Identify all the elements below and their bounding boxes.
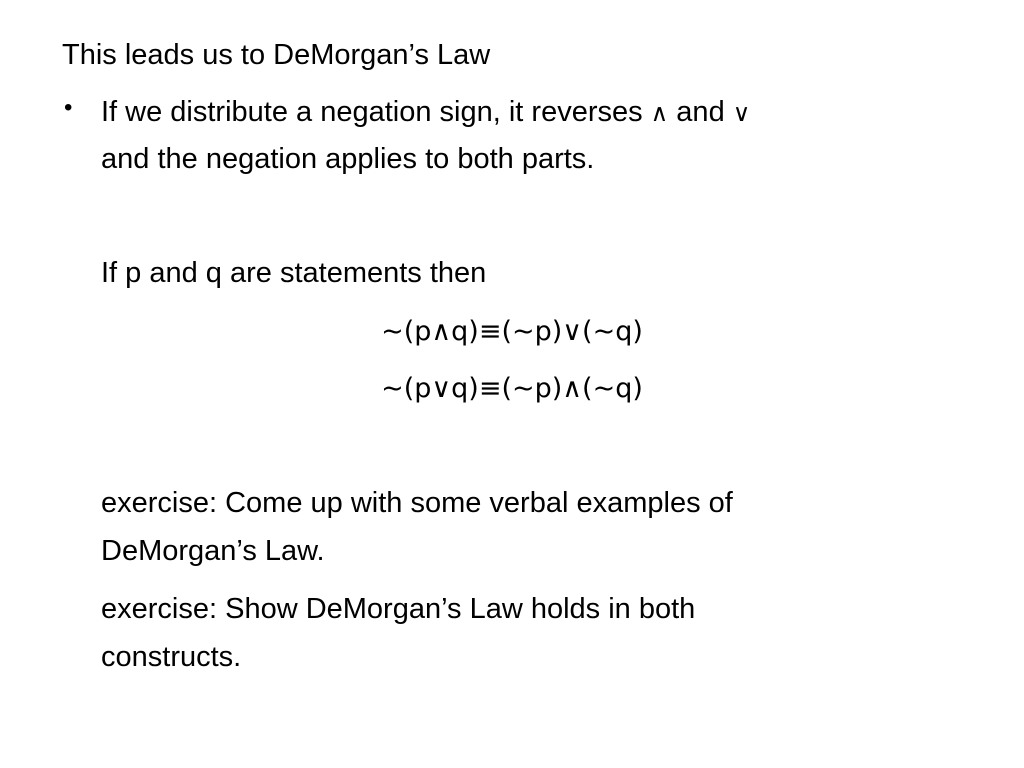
exercise-2-line-2: constructs.	[101, 641, 242, 673]
exercise-1-line-2: DeMorgan’s Law.	[101, 535, 325, 567]
bullet-text-and: and	[668, 96, 733, 128]
or-symbol: ∨	[732, 99, 751, 127]
slide-title: This leads us to DeMorgan’s Law	[62, 39, 491, 71]
demorgan-formula-1: ∼(p∧q)≡(∼p)∨(∼q)	[381, 316, 643, 347]
bullet-text-line-2: and the negation applies to both parts.	[101, 143, 595, 175]
demorgan-formula-2: ∼(p∨q)≡(∼p)∧(∼q)	[381, 373, 643, 404]
bullet-text-start: If we distribute a negation sign, it reverses	[101, 96, 651, 128]
bullet-text-line-1	[101, 95, 750, 130]
bullet-marker: •	[64, 94, 73, 121]
exercise-2-line-1: exercise: Show DeMorgan’s Law holds in both	[101, 593, 696, 625]
exercise-1-line-1: exercise: Come up with some verbal examples of	[101, 487, 733, 519]
statements-intro: If p and q are statements then	[101, 257, 487, 289]
and-symbol: ∧	[650, 99, 669, 127]
